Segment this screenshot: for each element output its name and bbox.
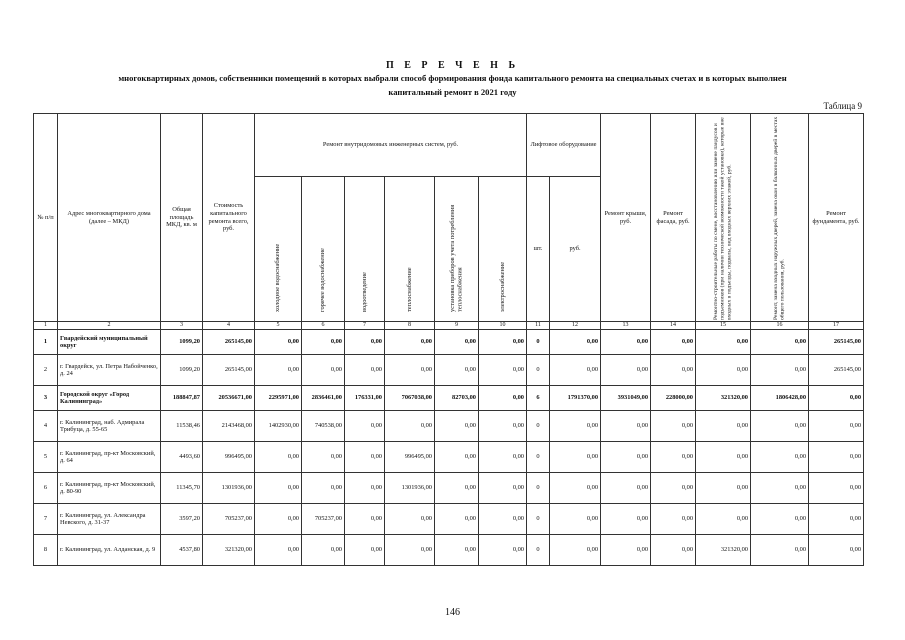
- column-number: 17: [809, 322, 864, 330]
- cell-lift_rub: 0,00: [550, 411, 601, 442]
- cell-works: 321320,00: [696, 535, 751, 566]
- cell-facade: 0,00: [651, 355, 696, 386]
- cell-cold: 0,00: [255, 355, 302, 386]
- cell-no: 2: [34, 355, 58, 386]
- cell-area: 4493,60: [161, 442, 203, 473]
- table-row: [34, 504, 864, 535]
- cell-doors: 0,00: [751, 535, 809, 566]
- cell-cost: 996495,00: [203, 442, 255, 473]
- header-engineering-group: Ремонт внутридомовых инженерных систем, руб.: [255, 114, 527, 177]
- column-number: 11: [527, 322, 550, 330]
- table-row: [34, 473, 864, 504]
- document-subtitle-line1: многоквартирных домов, собственники помещений в которых выбрали способ формирования фонда капитального ремонта на специальных счетах и в которых выполнен: [118, 73, 787, 83]
- cell-address: г. Калининград, ул. Алданская, д. 9: [58, 535, 161, 566]
- column-number: 7: [345, 322, 385, 330]
- cell-cost: 265145,00: [203, 330, 255, 355]
- cell-doors: 0,00: [751, 442, 809, 473]
- header-sewerage: водоотведение: [345, 177, 385, 322]
- cell-facade: 0,00: [651, 535, 696, 566]
- column-number: 13: [601, 322, 651, 330]
- header-doors: Ремонт, замена входных наружных дверей, замена окон в балконных дверей в местах общего пользования, руб.: [751, 114, 809, 322]
- column-number: 2: [58, 322, 161, 330]
- cell-cost: 265145,00: [203, 355, 255, 386]
- cell-cold: 0,00: [255, 504, 302, 535]
- cell-heat: 996495,00: [385, 442, 435, 473]
- page-number: 146: [445, 607, 460, 618]
- column-number: 12: [550, 322, 601, 330]
- cell-roof: 0,00: [601, 411, 651, 442]
- cell-sew: 0,00: [345, 411, 385, 442]
- cell-hot: 2836461,00: [302, 386, 345, 411]
- cell-sew: 0,00: [345, 473, 385, 504]
- cell-hot: 0,00: [302, 442, 345, 473]
- column-number-row: [34, 322, 864, 330]
- cell-works: 0,00: [696, 411, 751, 442]
- cell-elec: 0,00: [479, 386, 527, 411]
- cell-doors: 1806428,00: [751, 386, 809, 411]
- cell-lift_n: 0: [527, 442, 550, 473]
- cell-doors: 0,00: [751, 473, 809, 504]
- cell-found: 0,00: [809, 411, 864, 442]
- cell-hot: 705237,00: [302, 504, 345, 535]
- cell-meters: 0,00: [435, 442, 479, 473]
- cell-no: 3: [34, 386, 58, 411]
- header-lift-group: Лифтовое оборудование: [527, 114, 601, 177]
- cell-address: Гвардейский муниципальный округ: [58, 330, 161, 355]
- header-construction-works: Ремонтно-строительные работы по смене, восстановлению или замене пандусов и подъемников (при наличии технической возможности такой установки), которые вне входных в подъезды, подвалы, вид входных верхних этажей, руб.: [696, 114, 751, 322]
- cell-found: 0,00: [809, 504, 864, 535]
- header-lift-rub: руб.: [550, 177, 601, 322]
- cell-area: 1099,20: [161, 355, 203, 386]
- cell-lift_rub: 0,00: [550, 330, 601, 355]
- cell-sew: 0,00: [345, 442, 385, 473]
- column-number: 1: [34, 322, 58, 330]
- cell-heat: 0,00: [385, 330, 435, 355]
- cell-lift_rub: 0,00: [550, 355, 601, 386]
- cell-facade: 0,00: [651, 473, 696, 504]
- cell-lift_n: 0: [527, 504, 550, 535]
- cell-lift_n: 0: [527, 355, 550, 386]
- cell-hot: 740538,00: [302, 411, 345, 442]
- cell-hot: 0,00: [302, 330, 345, 355]
- cell-no: 4: [34, 411, 58, 442]
- cell-area: 1099,20: [161, 330, 203, 355]
- cell-no: 1: [34, 330, 58, 355]
- table-row: [34, 411, 864, 442]
- cell-address: г. Калининград, пр-кт Московский, д. 64: [58, 442, 161, 473]
- header-roof: Ремонт крыши, руб.: [601, 114, 651, 322]
- cell-cold: 0,00: [255, 535, 302, 566]
- column-number: 6: [302, 322, 345, 330]
- cell-meters: 0,00: [435, 330, 479, 355]
- cell-roof: 0,00: [601, 330, 651, 355]
- cell-heat: 1301936,00: [385, 473, 435, 504]
- cell-lift_rub: 0,00: [550, 504, 601, 535]
- cell-cold: 0,00: [255, 442, 302, 473]
- cell-meters: 0,00: [435, 411, 479, 442]
- cell-no: 6: [34, 473, 58, 504]
- cell-sew: 176331,00: [345, 386, 385, 411]
- cell-area: 4537,80: [161, 535, 203, 566]
- column-number: 15: [696, 322, 751, 330]
- column-number: 10: [479, 322, 527, 330]
- cell-roof: 0,00: [601, 355, 651, 386]
- cell-heat: 0,00: [385, 411, 435, 442]
- cell-sew: 0,00: [345, 504, 385, 535]
- header-hot-water: горячее водоснабжение: [302, 177, 345, 322]
- cell-heat: 0,00: [385, 535, 435, 566]
- header-cold-water: холодное водоснабжение: [255, 177, 302, 322]
- column-number: 3: [161, 322, 203, 330]
- cell-elec: 0,00: [479, 442, 527, 473]
- header-foundation: Ремонт фундамента, руб.: [809, 114, 864, 322]
- cell-cost: 705237,00: [203, 504, 255, 535]
- column-number: 14: [651, 322, 696, 330]
- cell-facade: 0,00: [651, 442, 696, 473]
- cell-cold: 2295971,00: [255, 386, 302, 411]
- cell-cold: 1402930,00: [255, 411, 302, 442]
- column-number: 4: [203, 322, 255, 330]
- header-lift-units: шт.: [527, 177, 550, 322]
- cell-lift_n: 0: [527, 535, 550, 566]
- table-row: [34, 535, 864, 566]
- cell-area: 11345,70: [161, 473, 203, 504]
- cell-lift_rub: 1791370,00: [550, 386, 601, 411]
- cell-heat: 7067038,00: [385, 386, 435, 411]
- cell-no: 7: [34, 504, 58, 535]
- table-label: Таблица 9: [823, 101, 862, 111]
- cell-found: 265145,00: [809, 355, 864, 386]
- cell-found: 0,00: [809, 473, 864, 504]
- cell-elec: 0,00: [479, 535, 527, 566]
- cell-doors: 0,00: [751, 355, 809, 386]
- cell-works: 0,00: [696, 504, 751, 535]
- cell-sew: 0,00: [345, 535, 385, 566]
- cell-works: 0,00: [696, 330, 751, 355]
- cell-elec: 0,00: [479, 473, 527, 504]
- cell-doors: 0,00: [751, 330, 809, 355]
- cell-meters: 0,00: [435, 473, 479, 504]
- cell-area: 3597,20: [161, 504, 203, 535]
- cell-sew: 0,00: [345, 355, 385, 386]
- cell-roof: 3931049,00: [601, 386, 651, 411]
- cell-meters: 0,00: [435, 355, 479, 386]
- cell-lift_n: 0: [527, 473, 550, 504]
- cell-meters: 0,00: [435, 535, 479, 566]
- cell-address: г. Калининград, ул. Александра Невского, д. 31-37: [58, 504, 161, 535]
- cell-found: 0,00: [809, 535, 864, 566]
- cell-address: г. Калининград, наб. Адмирала Трибуца, д. 55-65: [58, 411, 161, 442]
- cell-cost: 321320,00: [203, 535, 255, 566]
- cell-no: 8: [34, 535, 58, 566]
- cell-facade: 228000,00: [651, 386, 696, 411]
- column-number: 8: [385, 322, 435, 330]
- cell-cost: 2143468,00: [203, 411, 255, 442]
- column-number: 16: [751, 322, 809, 330]
- cell-found: 0,00: [809, 442, 864, 473]
- cell-found: 0,00: [809, 386, 864, 411]
- cell-cold: 0,00: [255, 330, 302, 355]
- summary-row: [34, 386, 864, 411]
- column-number: 9: [435, 322, 479, 330]
- cell-found: 265145,00: [809, 330, 864, 355]
- cell-meters: 82703,00: [435, 386, 479, 411]
- document-subtitle-line2: капитальный ремонт в 2021 году: [388, 87, 517, 97]
- cell-elec: 0,00: [479, 504, 527, 535]
- header-address: Адрес многоквартирного дома (далее – МКД): [58, 114, 161, 322]
- cell-no: 5: [34, 442, 58, 473]
- cell-roof: 0,00: [601, 473, 651, 504]
- cell-lift_rub: 0,00: [550, 535, 601, 566]
- repair-table: [33, 113, 864, 566]
- summary-row: [34, 330, 864, 355]
- cell-area: 188847,87: [161, 386, 203, 411]
- cell-sew: 0,00: [345, 330, 385, 355]
- cell-facade: 0,00: [651, 330, 696, 355]
- cell-works: 0,00: [696, 473, 751, 504]
- cell-hot: 0,00: [302, 355, 345, 386]
- header-heating: теплоснабжение: [385, 177, 435, 322]
- cell-meters: 0,00: [435, 504, 479, 535]
- cell-facade: 0,00: [651, 411, 696, 442]
- cell-hot: 0,00: [302, 535, 345, 566]
- cell-cold: 0,00: [255, 473, 302, 504]
- cell-roof: 0,00: [601, 442, 651, 473]
- cell-works: 0,00: [696, 442, 751, 473]
- header-no: № п/п: [34, 114, 58, 322]
- cell-facade: 0,00: [651, 504, 696, 535]
- cell-elec: 0,00: [479, 411, 527, 442]
- header-facade: Ремонт фасада, руб.: [651, 114, 696, 322]
- cell-lift_n: 0: [527, 411, 550, 442]
- cell-cost: 20536671,00: [203, 386, 255, 411]
- cell-roof: 0,00: [601, 535, 651, 566]
- column-number: 5: [255, 322, 302, 330]
- header-electricity: электроснабжение: [479, 177, 527, 322]
- table-row: [34, 442, 864, 473]
- header-area: Общая площадь МКД, кв. м: [161, 114, 203, 322]
- header-meters: установка приборов учета потребления теплоснабжения: [435, 177, 479, 322]
- cell-lift_n: 6: [527, 386, 550, 411]
- cell-roof: 0,00: [601, 504, 651, 535]
- cell-doors: 0,00: [751, 504, 809, 535]
- cell-area: 11538,46: [161, 411, 203, 442]
- cell-elec: 0,00: [479, 330, 527, 355]
- table-row: [34, 355, 864, 386]
- cell-address: г. Гвардейск, ул. Петра Набойченко, д. 24: [58, 355, 161, 386]
- cell-address: Городской округ «Город Калининград»: [58, 386, 161, 411]
- document-title: П Е Р Е Ч Е Н Ь: [385, 60, 520, 71]
- cell-cost: 1301936,00: [203, 473, 255, 504]
- cell-lift_rub: 0,00: [550, 442, 601, 473]
- cell-lift_n: 0: [527, 330, 550, 355]
- header-cost: Стоимость капитального ремонта всего, руб.: [203, 114, 255, 322]
- cell-address: г. Калининград, пр-кт Московский, д. 80-90: [58, 473, 161, 504]
- cell-lift_rub: 0,00: [550, 473, 601, 504]
- cell-heat: 0,00: [385, 355, 435, 386]
- cell-doors: 0,00: [751, 411, 809, 442]
- cell-works: 321320,00: [696, 386, 751, 411]
- cell-heat: 0,00: [385, 504, 435, 535]
- cell-hot: 0,00: [302, 473, 345, 504]
- cell-elec: 0,00: [479, 355, 527, 386]
- cell-works: 0,00: [696, 355, 751, 386]
